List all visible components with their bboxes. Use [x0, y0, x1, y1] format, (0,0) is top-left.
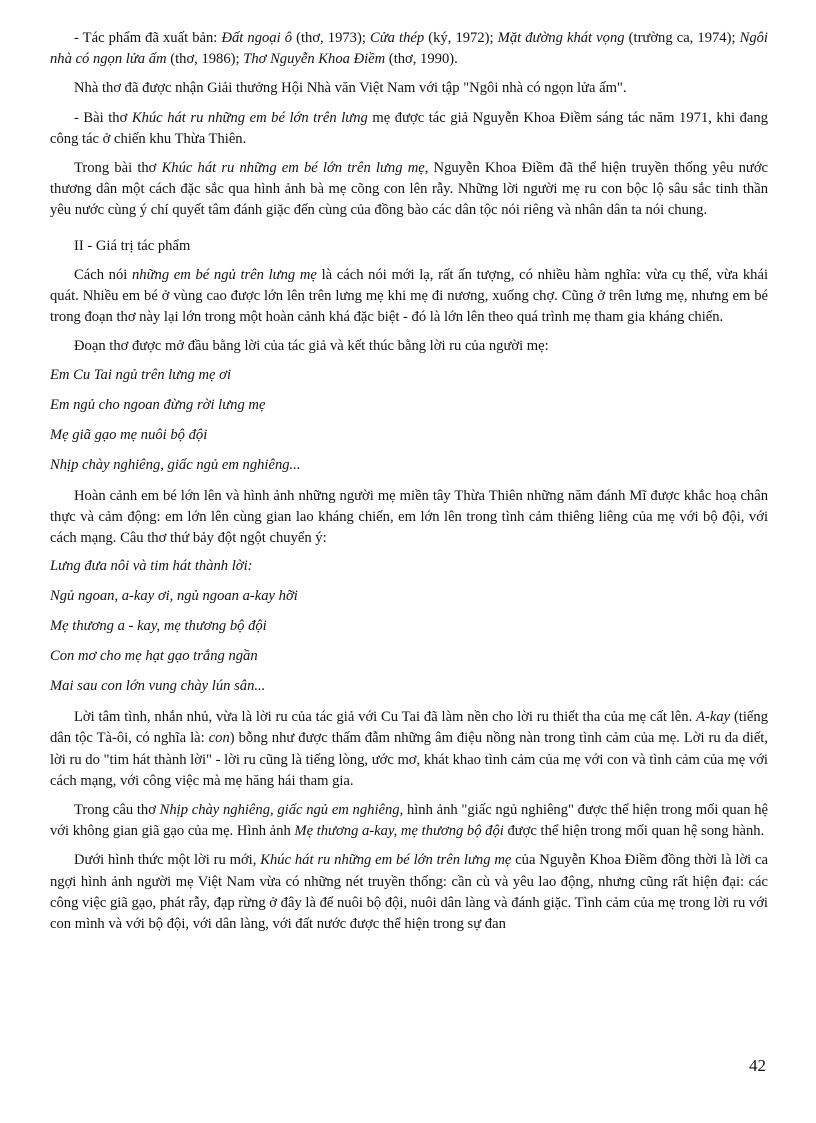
poem-line: Ngủ ngoan, a-kay ơi, ngủ ngoan a-kay hỡi — [50, 588, 298, 605]
poem-line: Con mơ cho mẹ hạt gạo trắng ngần — [50, 648, 258, 665]
text: được thể hiện trong mối quan hệ song hành. — [503, 823, 765, 840]
text: Lời tâm tình, nhắn nhủ, vừa là lời ru của tác giả với Cu Tai đã làm nền cho lời ru thiết tha của mẹ cất lên. — [74, 709, 697, 726]
poem-line: Nhịp chày nghiêng, giấc ngủ em nghiêng... — [50, 456, 301, 473]
paragraph-expression — [50, 265, 768, 329]
poem-title: Khúc hát ru những em bé lớn trên lưng mẹ — [260, 852, 512, 869]
book-title: Mặt đường khát vọng — [497, 30, 625, 46]
text: của Nguyễn Khoa Điềm đồng thời là lời ca ngợi hình ảnh người mẹ Việt Nam vừa có những nét truyền thống: cần cù và yêu lao động, nhưng cũng rất hiện đại: các công việc giã gạo, phát rẫy, đạp rừng ở đây là để nuôi bộ đội, nuôi dân làng và đánh giặc. Tình cảm của mẹ trong lời ru với con mình và với bộ đội, với dân làng, với đất nước được thể hiện trong sự đan — [50, 852, 769, 933]
poem-line: Em ngủ cho ngoan đừng rời lưng mẹ — [50, 396, 266, 413]
poem-line: Mẹ thương a - kay, mẹ thương bộ đội — [50, 618, 267, 635]
paragraph-rhythm — [50, 800, 768, 842]
text: ) bỗng như được thấm đẫm những âm điệu nồng nàn trong tình cảm của mẹ. Lời ru da diết, lời ru do "tim hát thành lời" - lời ru cũng là tiếng lòng, ước mơ, khát khao tình cảm của mẹ với con và tình cảm của mẹ với cách mạng, với công việc mà mẹ hăng hái tham gia. — [50, 730, 768, 789]
text: (ký, 1972); — [424, 30, 498, 46]
poem-title: Khúc hát ru những em bé lớn trên lưng — [131, 109, 368, 126]
text: Trong câu thơ — [74, 802, 160, 819]
paragraph-intro-poem: Đoạn thơ được mở đầu bằng lời của tác giả và kết thúc bằng lời ru của người mẹ: — [74, 338, 549, 355]
paragraph-lullaby — [50, 707, 768, 792]
text: (trường ca, 1974); — [624, 30, 740, 46]
poem-title: Khúc hát ru những em bé lớn trên lưng mẹ, — [161, 160, 429, 177]
text: Cách nói — [74, 266, 132, 283]
poem-line: Lưng đưa nôi và tim hát thành lời: — [50, 558, 253, 575]
text: hình ảnh "giấc ngủ nghiêng" được thể hiện trong mối quan hệ với không gian giã gạo của mẹ. Hình ảnh — [50, 802, 768, 840]
paragraph-poem-summary — [50, 158, 768, 222]
poem-line: Mẹ giã gạo mẹ nuôi bộ đội — [50, 426, 208, 443]
paragraph-award: Nhà thơ đã được nhận Giải thưởng Hội Nhà văn Việt Nam với tập "Ngôi nhà có ngọn lửa ấm". — [74, 80, 627, 97]
poem-excerpt-1 — [50, 360, 768, 480]
paragraph-context: Hoàn cảnh em bé lớn lên và hình ảnh những người mẹ miền tây Thừa Thiên những năm đánh Mĩ được khắc hoạ chân thực và cảm động: em lớn lên cùng gian lao kháng chiến, em lớn lên trong tình cảm thiêng liêng của mẹ với bộ đội, với cách mạng. Câu thơ thứ bảy đột ngột chuyển ý: — [50, 487, 768, 547]
paragraph-published-works — [50, 28, 768, 70]
document-page — [50, 28, 768, 943]
text: (thơ, 1973); — [292, 30, 370, 46]
book-title: Đất ngoại ô — [221, 30, 293, 46]
text: - Bài thơ — [74, 109, 132, 126]
quoted-word: con — [208, 730, 230, 747]
quoted-word: A-kay — [696, 709, 731, 726]
quoted-phrase: những em bé ngủ trên lưng mẹ — [131, 266, 317, 283]
text: (thơ, 1990). — [385, 51, 458, 68]
page-number: 42 — [749, 1056, 766, 1075]
text: (tiếng dân tộc Tà-ôi, có nghĩa là: — [50, 709, 768, 747]
text: (thơ, 1986); — [166, 51, 244, 68]
poem-line: Mai sau con lớn vung chày lún sân... — [50, 678, 266, 695]
text: Dưới hình thức một lời ru mới, — [74, 852, 261, 869]
poem-line: Em Cu Tai ngủ trên lưng mẹ ơi — [50, 366, 232, 383]
text: - Tác phẩm đã xuất bản: — [74, 30, 222, 46]
book-title: Ngôi nhà có ngọn lửa ấm — [50, 30, 768, 68]
text: mẹ được tác giả Nguyễn Khoa Điềm sáng tác năm 1971, khi đang công tác ở chiến khu Thừa Thiên. — [50, 109, 768, 147]
section-heading: II - Giá trị tác phẩm — [74, 237, 191, 254]
poem-excerpt-2 — [50, 551, 768, 701]
quoted-line: Mẹ thương a-kay, mẹ thương bộ đội — [294, 823, 504, 840]
paragraph-conclusion — [50, 850, 768, 935]
book-title: Thơ Nguyễn Khoa Điềm — [243, 51, 386, 68]
book-title: Cửa thép — [369, 30, 425, 46]
paragraph-poem-origin — [50, 108, 768, 150]
text: Trong bài thơ — [74, 160, 162, 177]
quoted-line: Nhịp chày nghiêng, giấc ngủ em nghiêng, — [159, 802, 404, 819]
text: Nguyễn Khoa Điềm đã thể hiện truyền thống yêu nước thương dân một cách đặc sắc qua hình ảnh bà mẹ cõng con lên rẫy. Những lời người mẹ ru con bộc lộ sâu sắc tinh thần yêu nước cùng ý chí quyết tâm đánh giặc đến cùng của đồng bào các dân tộc nói riêng và nhân dân ta nói chung. — [50, 160, 769, 219]
text: là cách nói mới lạ, rất ấn tượng, có nhiều hàm nghĩa: vừa cụ thể, vừa khái quát. Nhiều em bé ở vùng cao được lớn lên trên lưng mẹ khi mẹ đi nương, xuống chợ. Cũng ở trên lưng mẹ, nhưng em bé trong đoạn thơ này lại lớn trong một hoàn cảnh khá đặc biệt - đó là lớn lên theo quá trình mẹ tham gia kháng chiến. — [50, 266, 769, 326]
